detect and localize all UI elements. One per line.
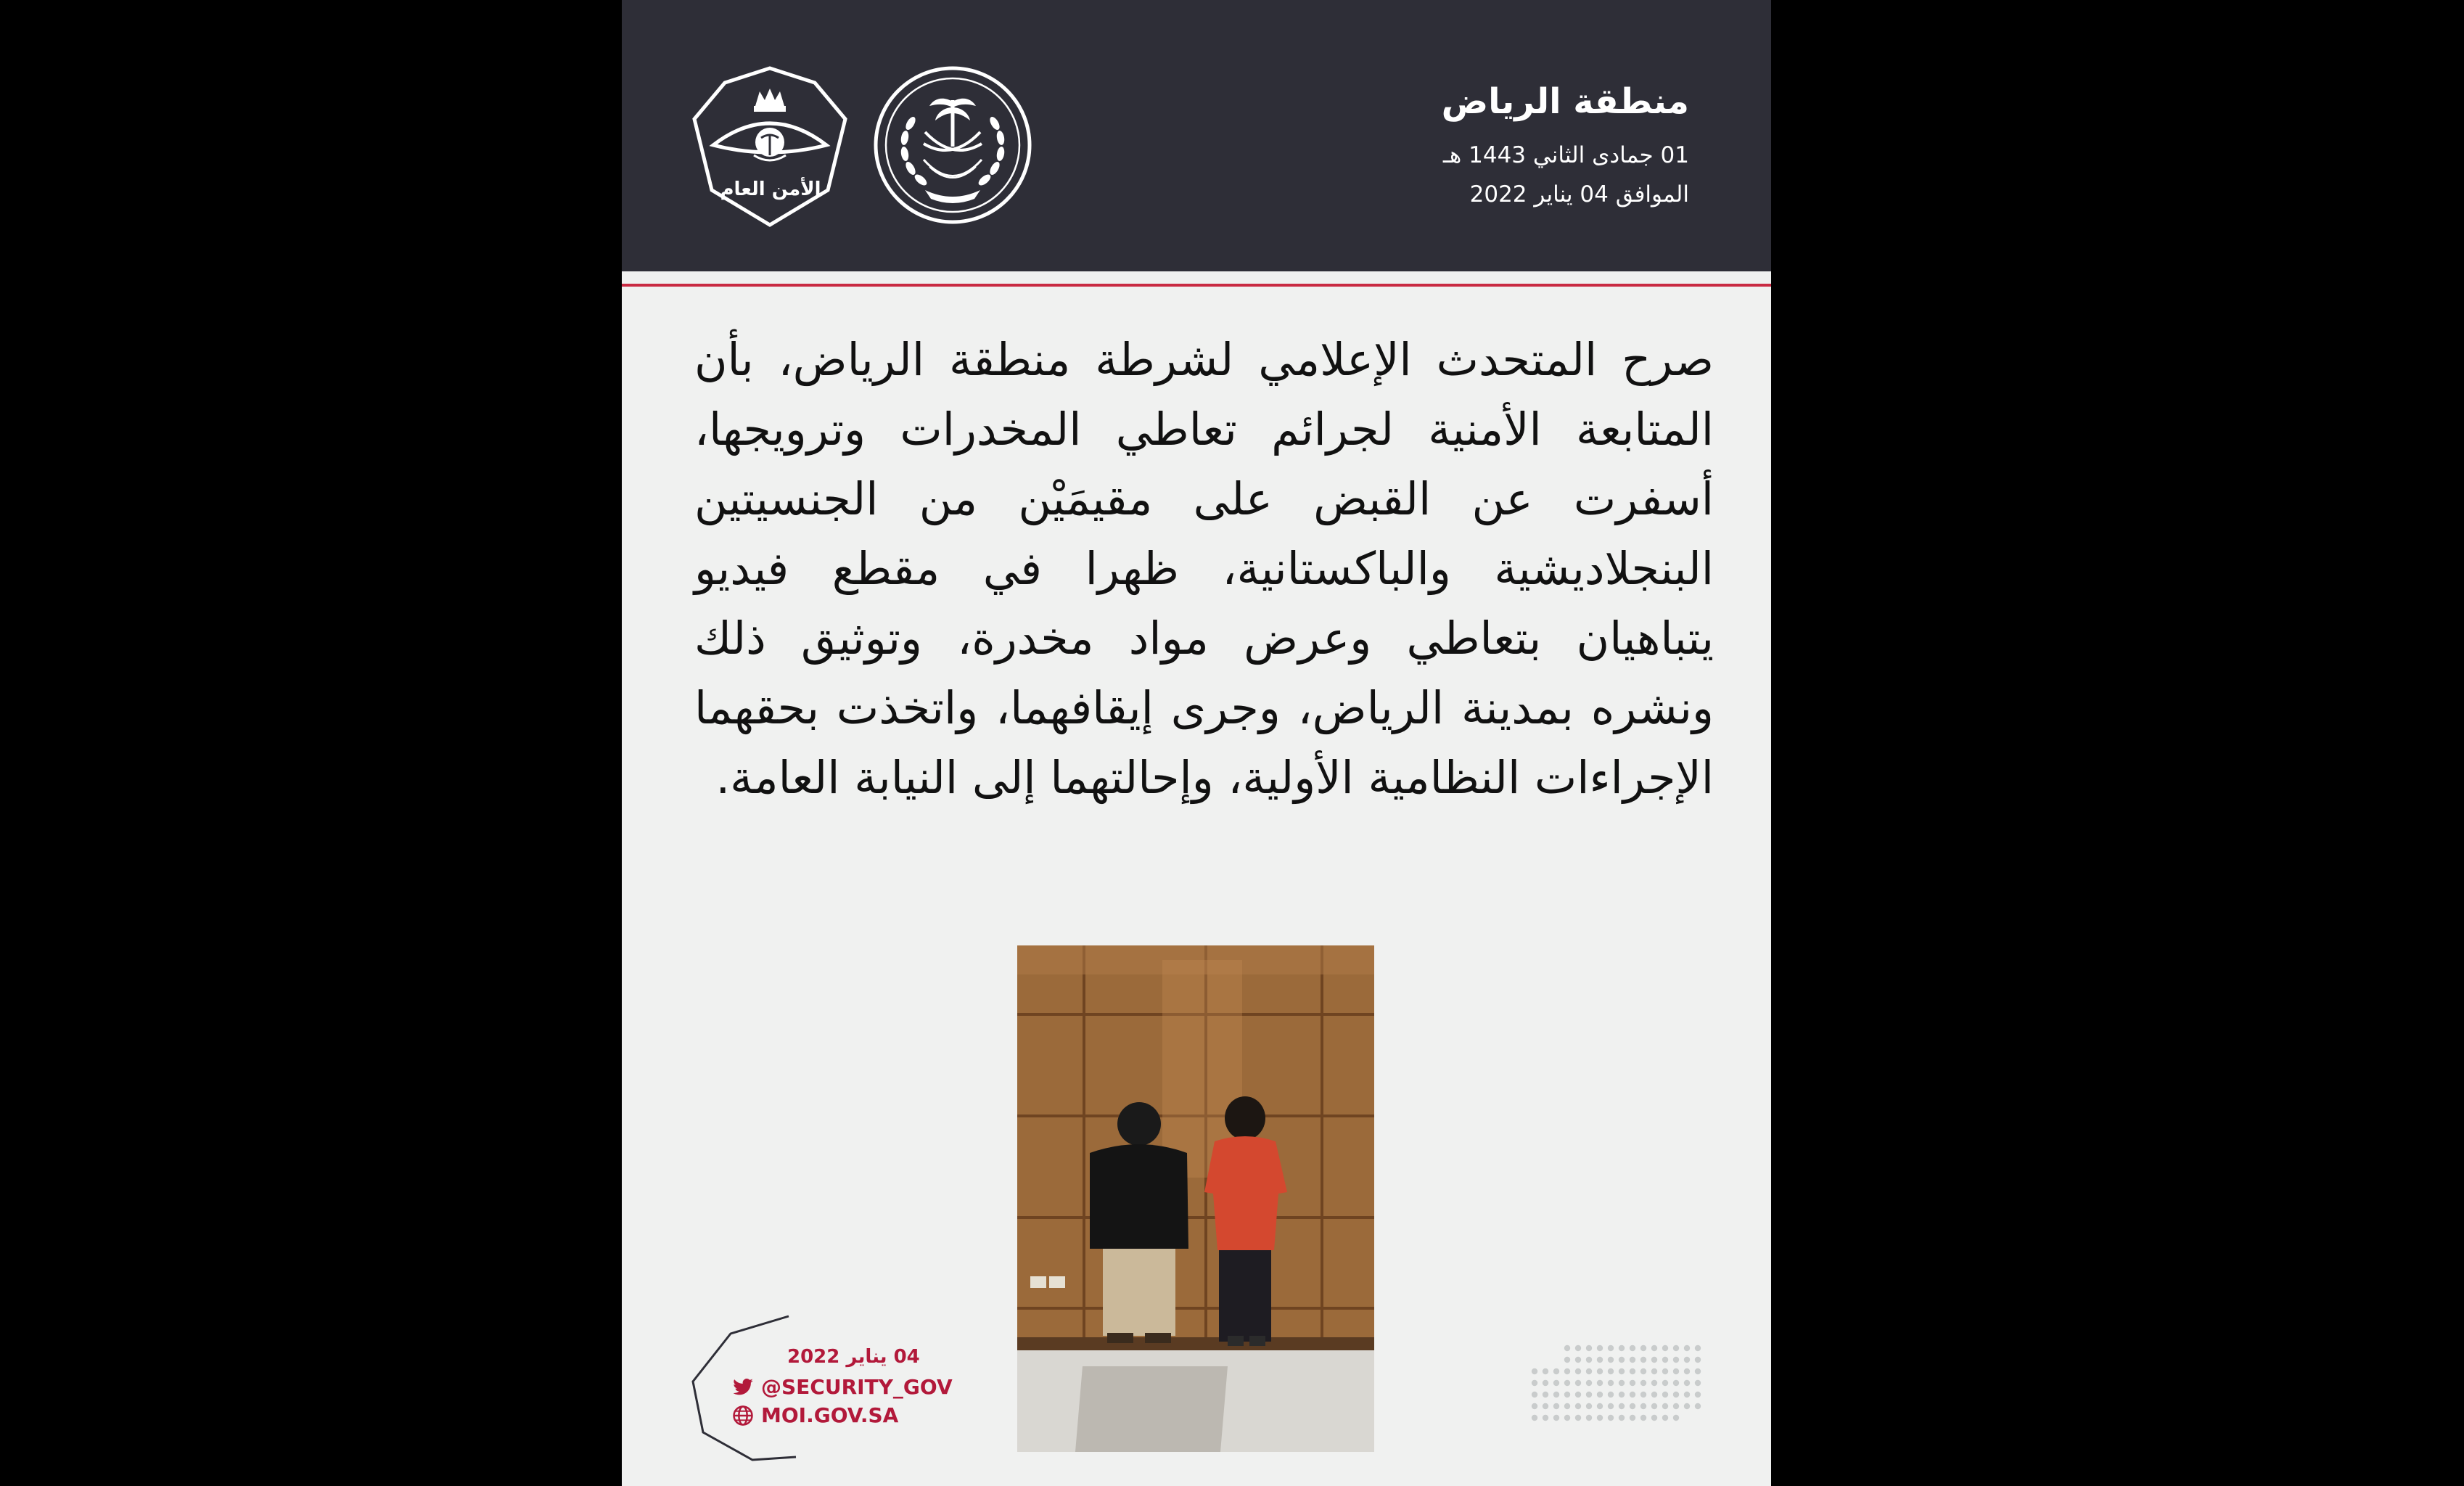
header-bar <box>622 0 1771 271</box>
decor-dot <box>1608 1415 1614 1421</box>
decor-dot <box>1673 1415 1679 1421</box>
decor-dot <box>1553 1392 1559 1397</box>
decor-dot <box>1553 1368 1559 1374</box>
decor-dot <box>1575 1415 1581 1421</box>
twitter-link[interactable] <box>732 1375 953 1399</box>
twitter-icon <box>732 1376 754 1398</box>
decor-dot <box>1543 1380 1548 1386</box>
decor-dot <box>1597 1415 1603 1421</box>
decor-dot <box>1673 1392 1679 1397</box>
decorative-dots-pattern <box>1529 1342 1710 1429</box>
decor-dot <box>1684 1392 1690 1397</box>
decor-dot <box>1597 1392 1603 1397</box>
decor-dot <box>1640 1345 1646 1351</box>
decor-dot <box>1640 1415 1646 1421</box>
decor-dot <box>1684 1368 1690 1374</box>
hijri-date: 01 جمادى الثاني 1443 هـ <box>1442 142 1689 168</box>
decor-dot <box>1586 1415 1592 1421</box>
decor-dot <box>1564 1345 1570 1351</box>
decor-dot <box>1630 1345 1635 1351</box>
decor-dot <box>1543 1403 1548 1409</box>
decor-dot <box>1532 1392 1537 1397</box>
decor-dot <box>1662 1392 1668 1397</box>
decor-dot <box>1553 1415 1559 1421</box>
decor-dot <box>1586 1345 1592 1351</box>
decor-dot <box>1532 1403 1537 1409</box>
decor-dot <box>1651 1392 1657 1397</box>
decor-dot <box>1630 1357 1635 1363</box>
decor-dot <box>1597 1345 1603 1351</box>
public-security-emblem-icon <box>691 65 848 228</box>
decor-dot <box>1597 1357 1603 1363</box>
press-release-card <box>622 0 1771 1486</box>
decor-dot <box>1608 1380 1614 1386</box>
decor-dot <box>1575 1368 1581 1374</box>
decor-dot <box>1597 1403 1603 1409</box>
decor-dot <box>1597 1368 1603 1374</box>
decor-dot <box>1564 1403 1570 1409</box>
decor-dot <box>1695 1380 1701 1386</box>
decor-dot <box>1695 1368 1701 1374</box>
decor-dot <box>1695 1345 1701 1351</box>
decor-dot <box>1662 1415 1668 1421</box>
decor-dot <box>1630 1415 1635 1421</box>
decor-dot <box>1564 1380 1570 1386</box>
decor-dot <box>1630 1392 1635 1397</box>
footer-date: 04 يناير 2022 <box>787 1346 920 1368</box>
decor-dot <box>1532 1380 1537 1386</box>
decor-dot <box>1586 1392 1592 1397</box>
decor-dot <box>1586 1357 1592 1363</box>
decor-dot <box>1608 1357 1614 1363</box>
decor-dot <box>1630 1380 1635 1386</box>
decor-dot <box>1619 1403 1625 1409</box>
decor-dot <box>1640 1403 1646 1409</box>
decor-dot <box>1619 1380 1625 1386</box>
decor-dot <box>1564 1368 1570 1374</box>
decor-dot <box>1640 1357 1646 1363</box>
decor-dot <box>1608 1403 1614 1409</box>
moi-emblem-icon <box>873 65 1032 225</box>
decor-dot <box>1630 1403 1635 1409</box>
decor-dot <box>1662 1380 1668 1386</box>
decor-dot <box>1608 1345 1614 1351</box>
decor-dot <box>1684 1403 1690 1409</box>
decor-dot <box>1597 1380 1603 1386</box>
decor-dot <box>1673 1403 1679 1409</box>
decor-dot <box>1651 1380 1657 1386</box>
decor-dot <box>1575 1403 1581 1409</box>
decor-dot <box>1651 1345 1657 1351</box>
decor-dot <box>1553 1380 1559 1386</box>
decor-dot <box>1684 1357 1690 1363</box>
decor-dot <box>1608 1368 1614 1374</box>
website-url: MOI.GOV.SA <box>761 1403 899 1427</box>
decor-dot <box>1564 1357 1570 1363</box>
decor-dot <box>1586 1403 1592 1409</box>
decor-dot <box>1586 1380 1592 1386</box>
decor-dot <box>1651 1368 1657 1374</box>
decor-dot <box>1619 1392 1625 1397</box>
decor-dot <box>1695 1357 1701 1363</box>
decor-dot <box>1564 1392 1570 1397</box>
decor-dot <box>1684 1345 1690 1351</box>
decor-dot <box>1575 1380 1581 1386</box>
decor-dot <box>1564 1415 1570 1421</box>
decor-dot <box>1575 1392 1581 1397</box>
decor-dot <box>1662 1368 1668 1374</box>
decor-dot <box>1651 1403 1657 1409</box>
decor-dot <box>1640 1368 1646 1374</box>
decor-dot <box>1695 1403 1701 1409</box>
decor-dot <box>1695 1392 1701 1397</box>
decor-dot <box>1619 1357 1625 1363</box>
decor-dot <box>1651 1415 1657 1421</box>
decor-dot <box>1640 1392 1646 1397</box>
decor-dot <box>1575 1357 1581 1363</box>
decor-dot <box>1619 1368 1625 1374</box>
twitter-handle: @SECURITY_GOV <box>761 1375 953 1399</box>
decor-dot <box>1673 1345 1679 1351</box>
header-accent-line <box>622 284 1771 287</box>
decor-dot <box>1662 1345 1668 1351</box>
decor-dot <box>1543 1415 1548 1421</box>
statement-text: صرح المتحدث الإعلامي لشرطة منطقة الرياض، بأن المتابعة الأمنية لجرائم تعاطي المخدرات وترويجها، أسفرت عن القبض على مقيمَيْن من الجنسيتين البنجلاديشية والباكستانية، ظهرا في مقطع فيديو يتباهيان بتعاطي وعرض مواد مخدرة، وتوثيق ذلك ونشره بمدينة الرياض، وجرى إيقافهما، واتخذت بحقهما الإجراءات النظامية الأولية، وإحالتهما إلى النيابة العامة. <box>694 333 1714 804</box>
decor-dot <box>1532 1368 1537 1374</box>
region-title: منطقة الرياض <box>1441 81 1689 122</box>
decor-dot <box>1553 1403 1559 1409</box>
decor-dot <box>1543 1392 1548 1397</box>
decor-dot <box>1673 1357 1679 1363</box>
globe-icon <box>732 1405 754 1427</box>
decor-dot <box>1543 1368 1548 1374</box>
decor-dot <box>1532 1415 1537 1421</box>
decor-dot <box>1673 1368 1679 1374</box>
decor-dot <box>1630 1368 1635 1374</box>
website-link[interactable] <box>732 1403 898 1427</box>
decor-dot <box>1640 1380 1646 1386</box>
gregorian-date: الموافق 04 يناير 2022 <box>1469 181 1689 208</box>
decor-dot <box>1651 1357 1657 1363</box>
decor-dot <box>1608 1392 1614 1397</box>
decor-dot <box>1673 1380 1679 1386</box>
suspects-photo <box>1017 945 1374 1452</box>
public-security-logo-text: الأمن العام <box>720 178 821 200</box>
decor-dot <box>1619 1345 1625 1351</box>
decor-dot <box>1662 1357 1668 1363</box>
decor-dot <box>1684 1380 1690 1386</box>
decor-dot <box>1586 1368 1592 1374</box>
decor-dot <box>1662 1403 1668 1409</box>
decor-dot <box>1575 1345 1581 1351</box>
decor-dot <box>1619 1415 1625 1421</box>
